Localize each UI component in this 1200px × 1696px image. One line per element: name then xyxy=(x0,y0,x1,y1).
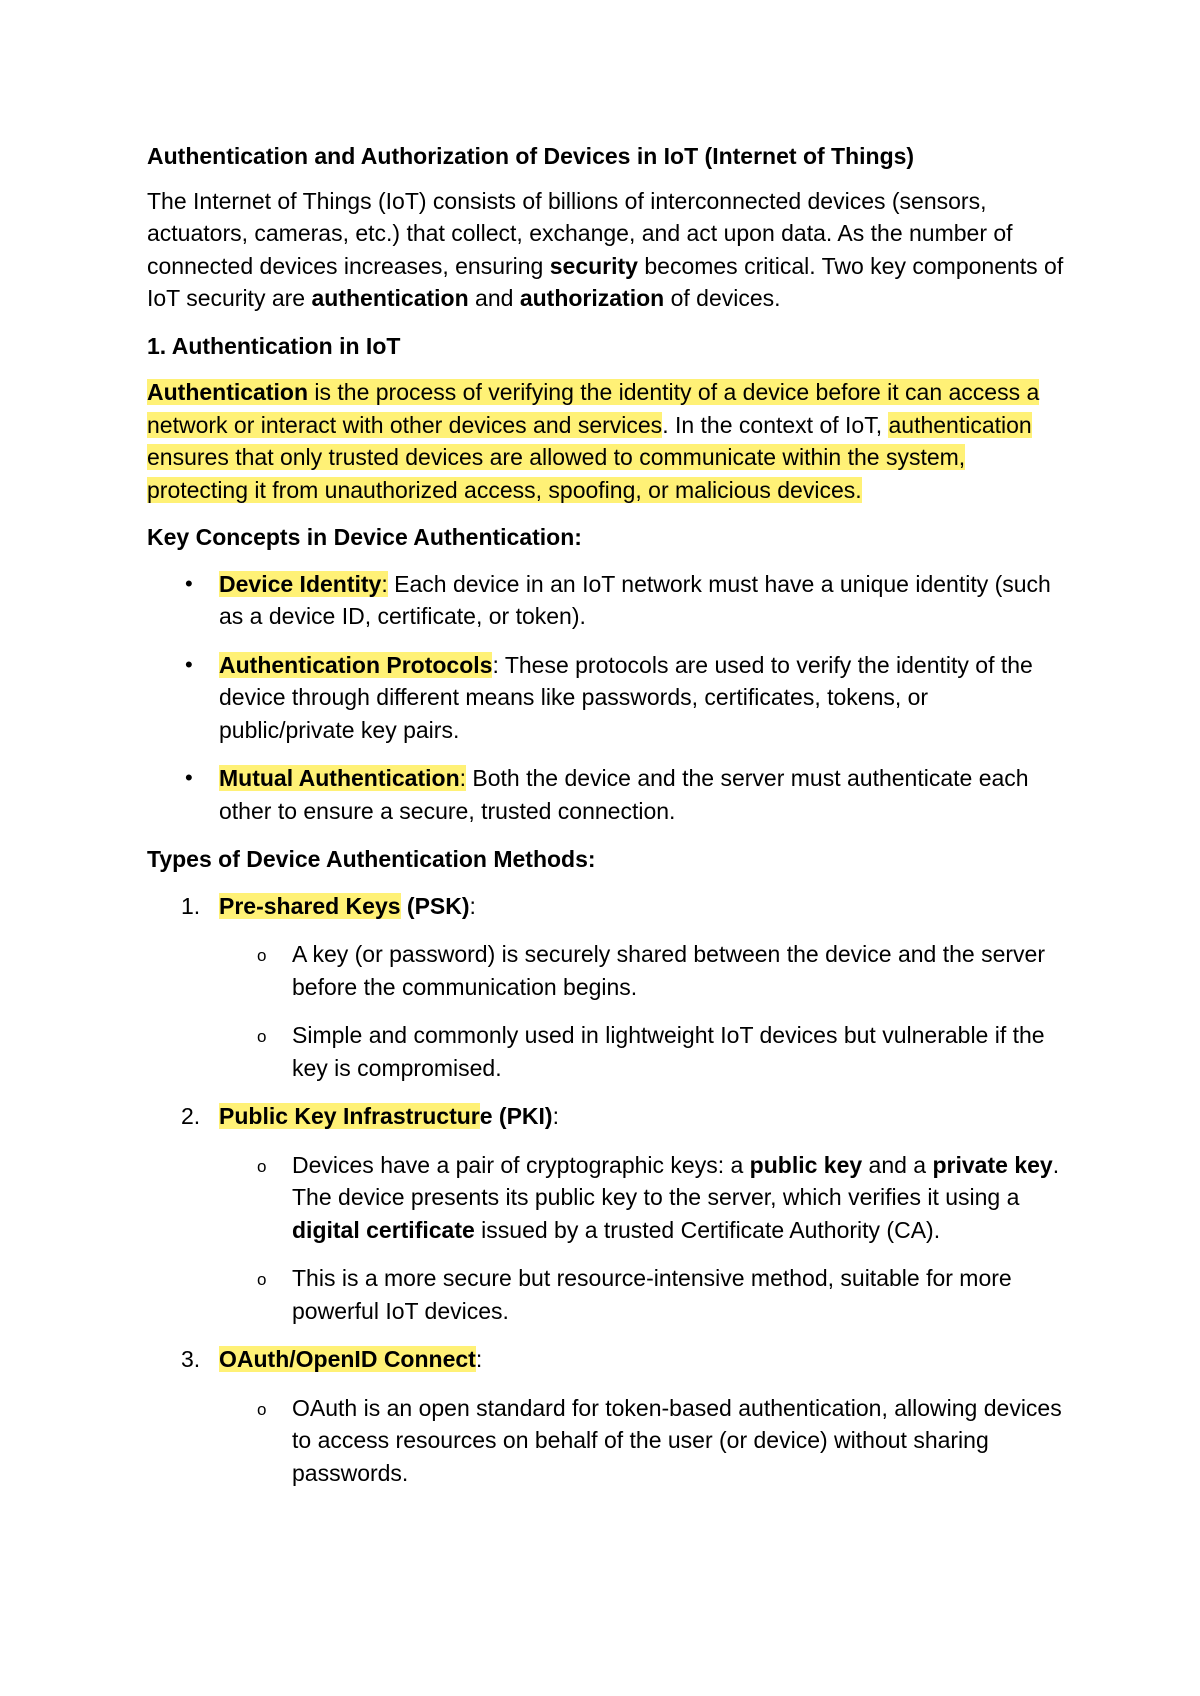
key-concepts-heading: Key Concepts in Device Authentication: xyxy=(147,524,582,550)
sub-list-item xyxy=(146,938,1067,1003)
method-sub-list xyxy=(219,1392,1067,1490)
sub-item-text: issued by a trusted Certificate Authority (CA). xyxy=(474,1216,941,1243)
intro-bold-authentication: authentication xyxy=(311,285,469,311)
concept-text: Each device in an IoT network must have a unique identity (such as a device ID, certificate, or token). xyxy=(219,570,1051,629)
types-heading: Types of Device Authentication Methods: xyxy=(147,846,596,872)
concept-term: Device Identity xyxy=(219,570,382,597)
bullet-icon: • xyxy=(185,570,193,596)
method-colon: : xyxy=(552,1103,559,1129)
list-number: 1. xyxy=(181,892,201,919)
circle-bullet-icon: o xyxy=(257,1156,267,1176)
list-number: 2. xyxy=(181,1103,201,1129)
concept-term-tail: : xyxy=(381,570,388,597)
document-title: Authentication and Authorization of Devices in IoT (Internet of Things) xyxy=(147,143,915,169)
method-term: Pre-shared Keys xyxy=(219,892,401,919)
sub-item-text: and a xyxy=(862,1151,933,1178)
concept-term: Authentication Protocols xyxy=(219,651,493,678)
list-item xyxy=(147,762,1067,827)
intro-paragraph xyxy=(147,185,1067,315)
sub-item-text: OAuth is an open standard for token-based authentication, allowing devices to access resources on behalf of the user (or device) without sharing passwords. xyxy=(292,1394,1062,1486)
authentication-paragraph xyxy=(147,376,1067,506)
method-sub-list xyxy=(219,1149,1067,1328)
method-colon: : xyxy=(469,892,476,919)
bold-digital-certificate: digital certificate xyxy=(292,1216,475,1243)
sub-item-text: . The device presents its public key to the server, which verifies it using a xyxy=(292,1151,1060,1210)
sub-item-text: A key (or password) is securely shared between the device and the server before the communication begins. xyxy=(292,941,1045,1000)
list-item xyxy=(147,649,1067,747)
sub-item-text: This is a more secure but resource-intensive method, suitable for more powerful IoT devices. xyxy=(292,1265,1012,1324)
intro-text-1: The Internet of Things (IoT) consists of billions of interconnected devices (sensors, actuators, cameras, etc.) that collect, exchange, and act upon data. As the number of connected devices increases, ensuring xyxy=(147,187,1013,279)
bullet-icon: • xyxy=(185,651,193,677)
document-page xyxy=(147,140,1067,1505)
sub-list-item xyxy=(146,1392,1067,1490)
authentication-text: . In the context of IoT, xyxy=(662,411,889,438)
circle-bullet-icon: o xyxy=(257,1027,267,1046)
list-number: 3. xyxy=(181,1346,201,1372)
method-term: Public Key Infrastructur xyxy=(219,1103,480,1129)
authentication-term: Authentication xyxy=(147,379,308,405)
method-term: OAuth/OpenID Connect xyxy=(219,1346,476,1372)
sub-item-text: Simple and commonly used in lightweight IoT devices but vulnerable if the key is compromised. xyxy=(292,1022,1045,1081)
authentication-highlight-1: is the process of verifying the identity of a device before it can access a network or interact with other devices and services xyxy=(147,379,1040,438)
intro-text-3: and xyxy=(468,285,520,311)
method-sub-list xyxy=(219,938,1067,1084)
intro-text-2: becomes critical. Two key components of IoT security are xyxy=(147,252,1064,311)
section-heading-authentication: 1. Authentication in IoT xyxy=(147,332,401,359)
list-item xyxy=(147,568,1067,633)
methods-list xyxy=(147,890,1067,1490)
method-colon: : xyxy=(475,1346,483,1372)
concept-term-tail: : xyxy=(459,765,467,791)
method-item-oauth xyxy=(147,1343,1067,1489)
sub-list-item xyxy=(146,1149,1067,1247)
method-item-psk xyxy=(147,890,1067,1085)
sub-list-item xyxy=(146,1262,1067,1327)
bold-public-key: public key xyxy=(749,1151,863,1178)
bold-private-key: private key xyxy=(932,1151,1053,1178)
bullet-icon: • xyxy=(185,765,193,790)
concept-term: Mutual Authentication xyxy=(219,765,460,791)
circle-bullet-icon: o xyxy=(257,1399,267,1419)
key-concepts-list xyxy=(147,568,1067,828)
method-term-suffix: e (PKI) xyxy=(479,1103,553,1129)
authentication-highlight-3: ensures that only trusted devices are allowed to communicate within the system, protecting it from unauthorized access, spoofing, or malicious devices. xyxy=(147,444,966,503)
concept-text: : These protocols are used to verify the identity of the device through different means like passwords, certificates, tokens, or public/private key pairs. xyxy=(219,651,1033,743)
concept-text: Both the device and the server must authenticate each other to ensure a secure, trusted connection. xyxy=(219,765,1029,824)
method-term-suffix: (PSK) xyxy=(400,892,470,919)
method-item-pki xyxy=(147,1100,1067,1327)
sub-list-item xyxy=(146,1019,1067,1084)
circle-bullet-icon: o xyxy=(257,1270,267,1289)
circle-bullet-icon: o xyxy=(257,946,267,965)
intro-bold-security: security xyxy=(549,252,638,279)
authentication-highlight-2: authentication xyxy=(888,411,1032,438)
intro-bold-authorization: authorization xyxy=(519,285,665,311)
intro-text-4: of devices. xyxy=(664,285,781,311)
sub-item-text: Devices have a pair of cryptographic keys: a xyxy=(292,1151,750,1178)
